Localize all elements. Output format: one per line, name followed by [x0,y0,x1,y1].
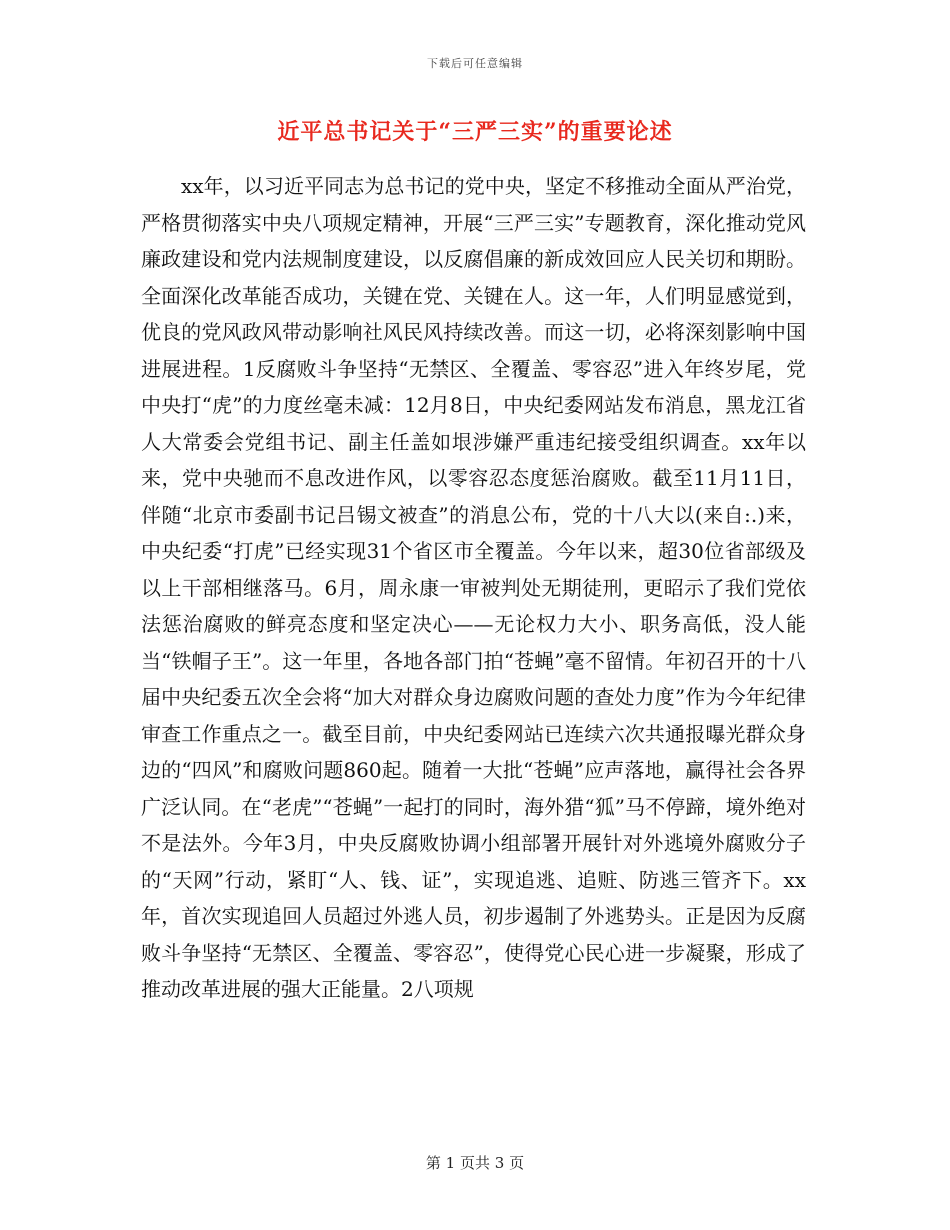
page-number-footer: 第 1 页共 3 页 [425,1154,525,1172]
document-body-paragraph: xx年，以习近平同志为总书记的党中央，坚定不移推动全面从严治党，严格贯彻落实中央八项规定精神，开展“三严三实”专题教育，深化推动党风廉政建设和党内法规制度建设，以反腐倡廉的新成效回应人民关切和期盼。全面深化改革能否成功，关键在党、关键在人。这一年，人们明显感觉到，优良的党风政风带动影响社风民风持续改善。而这一切，必将深刻影响中国进展进程。1反腐败斗争坚持“无禁区、全覆盖、零容忍”进入年终岁尾，党中央打“虎”的力度丝毫未减：12月8日，中央纪委网站发布消息，黑龙江省人大常委会党组书记、副主任盖如垠涉嫌严重违纪接受组织调查。xx年以来，党中央驰而不息改进作风，以零容忍态度惩治腐败。截至11月11日，伴随“北京市委副书记吕锡文被查”的消息公布，党的十八大以(来自:.)来，中央纪委“打虎”已经实现31个省区市全覆盖。今年以来，超30位省部级及以上干部相继落马。6月，周永康一审被判处无期徒刑，更昭示了我们党依法惩治腐败的鲜亮态度和坚定决心——无论权力大小、职务高低，没人能当“铁帽子王”。这一年里，各地各部门拍“苍蝇”毫不留情。年初召开的十八届中央纪委五次全会将“加大对群众身边腐败问题的查处力度”作为今年纪律审查工作重点之一。截至目前，中央纪委网站已连续六次共通报曝光群众身边的“四风”和腐败问题860起。随着一大批“苍蝇”应声落地，赢得社会各界广泛认同。在“老虎”“苍蝇”一起打的同时，海外猎“狐”马不停蹄，境外绝对不是法外。今年3月，中央反腐败协调小组部署开展针对外逃境外腐败分子的“天网”行动，紧盯“人、钱、证”，实现追逃、追赃、防逃三管齐下。xx年，首次实现追回人员超过外逃人员，初步遏制了外逃势头。正是因为反腐败斗争坚持“无禁区、全覆盖、零容忍”，使得党心民心进一步凝聚，形成了推动改革进展的强大正能量。2八项规 [141,174,806,1001]
header-note: 下载后可任意编辑 [427,57,523,70]
document-title: 近平总书记关于“三严三实”的重要论述 [277,119,673,145]
